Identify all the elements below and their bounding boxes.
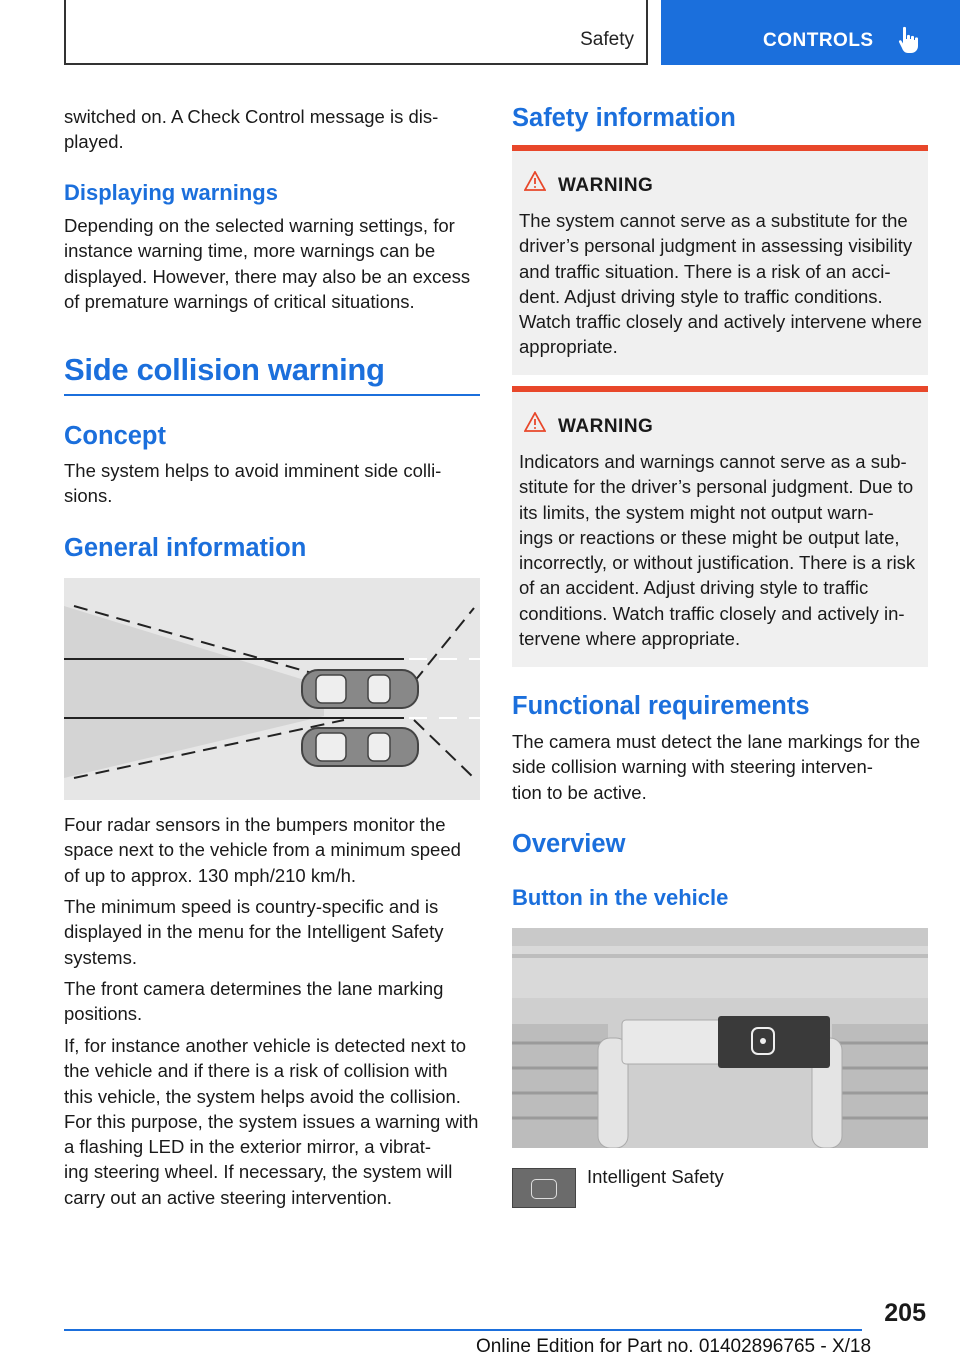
pointing-hand-icon (897, 26, 923, 54)
intelligent-safety-label: Intelligent Safety (587, 1166, 724, 1187)
intro-paragraph: switched on. A Check Control message is dis- played. (64, 106, 439, 153)
functional-requirements-heading: Functional requirements (512, 692, 810, 720)
dashboard-photo-svg (512, 928, 928, 1148)
functional-requirements-paragraph: The camera must detect the lane markings for the side collision warning with steering interven- tion to be active. (512, 731, 921, 803)
edition-text: Online Edition for Part no. 01402896765 - X/18 (476, 1336, 872, 1357)
warning-box-2 (512, 386, 928, 667)
car-shield-icon (531, 1179, 557, 1199)
button-in-vehicle-heading: Button in the vehicle (512, 885, 729, 910)
side-collision-heading: Side collision warning (64, 352, 480, 396)
car-bottom (302, 728, 418, 766)
side-collision-diagram (64, 578, 480, 800)
warning-2-text: Indicators and warnings cannot serve as a sub- stitute for the driver’s personal judgment. Due to its limits, the system might not output warn- ings or reactions or these might be output late, incorrectly, or without justification. There is a risk of an accident. Adjust driving style to traffic conditions. Watch traffic closely and actively in- tervene where appropriate. (519, 451, 916, 650)
warning-1-title: WARNING (558, 175, 654, 196)
warning-triangle-icon (524, 412, 546, 432)
button-photo (512, 928, 928, 1148)
lane-diagram-svg (64, 578, 480, 800)
warning-box-1 (512, 145, 928, 375)
header-chapter-tab (661, 0, 960, 65)
front-camera-paragraph: The front camera determines the lane marking positions. (64, 978, 444, 1025)
concept-heading: Concept (64, 422, 166, 450)
page-number: 205 (884, 1299, 926, 1327)
concept-paragraph: The system helps to avoid imminent side colli- sions. (64, 460, 442, 507)
warning-2-title: WARNING (558, 416, 654, 437)
radar-sensors-paragraph: Four radar sensors in the bumpers monitor the space next to the vehicle from a minimum speed of up to approx. 130 mph/210 km/h. (64, 814, 461, 886)
overview-heading: Overview (512, 830, 626, 858)
intelligent-safety-button-thumbnail (512, 1168, 576, 1208)
general-info-heading: General information (64, 534, 307, 562)
header-chapter-title: CONTROLS (763, 30, 874, 51)
left-air-vent (512, 1024, 628, 1148)
car-top (302, 670, 418, 708)
header-section-box (64, 0, 648, 65)
safety-info-heading: Safety information (512, 104, 736, 132)
warning-1-text: The system cannot serve as a substitute for the driver’s personal judgment in assessing visibility and traffic situation. There is a risk of an acci- dent. Adjust driving style to traffic conditions. Watch traffic closely and actively intervene where appropriate. (519, 210, 923, 358)
displaying-warnings-heading: Displaying warnings (64, 180, 278, 205)
header-section-title: Safety (580, 29, 634, 50)
displaying-warnings-paragraph: Depending on the selected warning settings, for instance warning time, more warnings can be displayed. However, there may also be an excess of premature warnings of critical situations. (64, 215, 471, 312)
warning-triangle-icon (524, 171, 546, 191)
minimum-speed-paragraph: The minimum speed is country-specific and is displayed in the menu for the Intelligent Safety systems. (64, 896, 444, 968)
intelligent-safety-button (718, 1016, 830, 1068)
collision-warning-paragraph: If, for instance another vehicle is detected next to the vehicle and if there is a risk of collision with this vehicle, the system helps avoid the collision. For this purpose, the system issues a warning with a flashing LED in the exterior mirror, a vibrat- ing steering wheel. If necessary, the system will carry out an active steering intervention. (64, 1035, 479, 1208)
footer-divider (64, 1329, 862, 1331)
